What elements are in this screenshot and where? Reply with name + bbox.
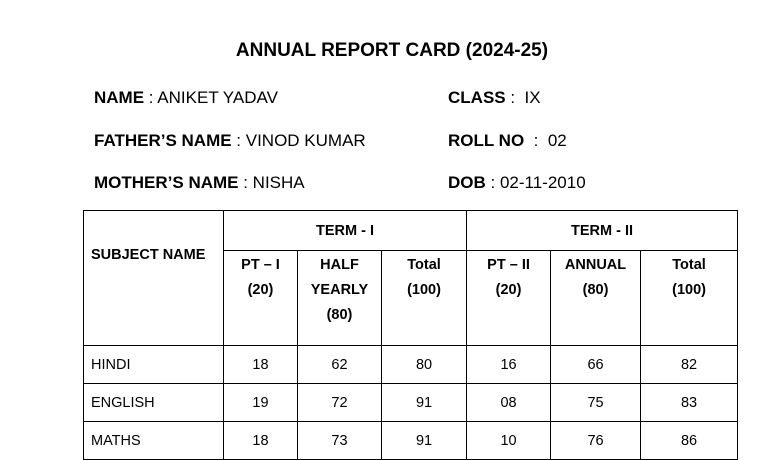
class-label: CLASS [448,88,506,107]
col-header-half-yearly [298,251,382,346]
father-label: FATHER’S NAME [94,131,232,150]
pt1-cell: 18 [224,346,298,384]
father-value: VINOD KUMAR [245,131,366,150]
col-header-line: Total [407,257,441,273]
col-header-line: PT – I [241,257,280,273]
roll-no-line: ROLL NO : 02 [448,131,567,150]
col-header-total-2 [641,251,738,346]
col-header-line: (100) [672,282,706,298]
pt1-cell: 18 [224,422,298,460]
mother-label: MOTHER’S NAME [94,173,239,192]
marks-table [83,210,738,460]
col-header-pt2 [467,251,551,346]
col-header-line: (100) [407,282,441,298]
half-yearly-cell: 72 [298,384,382,422]
pt2-cell: 16 [467,346,551,384]
col-header-line: (80) [582,282,609,298]
dob-line: DOB : 02-11-2010 [448,173,586,192]
total1-cell: 91 [382,384,467,422]
total2-cell: 83 [641,384,738,422]
mother-name-line: MOTHER’S NAME : NISHA [94,173,305,192]
col-header-line: PT – II [487,257,530,273]
subject-cell: MATHS [84,422,224,460]
pt2-cell: 08 [467,384,551,422]
total1-cell: 91 [382,422,467,460]
dob-value: 02-11-2010 [499,173,586,192]
class-value: IX [524,88,541,107]
total2-cell: 82 [641,346,738,384]
father-name-line: FATHER’S NAME : VINOD KUMAR [94,131,366,150]
subject-cell: HINDI [84,346,224,384]
col-header-total-1 [382,251,467,346]
pt2-cell: 10 [467,422,551,460]
table-row [84,346,738,384]
col-header-line: Total [672,257,706,273]
half-yearly-cell: 73 [298,422,382,460]
table-row [84,384,738,422]
name-value: ANIKET YADAV [157,88,278,107]
student-name-line: NAME : ANIKET YADAV [94,88,278,107]
mother-value: NISHA [252,173,305,192]
term-1-header: TERM - I [224,211,467,251]
total2-cell: 86 [641,422,738,460]
col-header-pt1 [224,251,298,346]
col-header-line: ANNUAL [564,257,627,273]
annual-cell: 76 [551,422,641,460]
total1-cell: 80 [382,346,467,384]
half-yearly-cell: 62 [298,346,382,384]
col-header-annual [551,251,641,346]
subject-name-header: SUBJECT NAME [84,211,224,346]
roll-value: 02 [547,131,567,150]
col-header-line: YEARLY [310,282,369,298]
term-2-header: TERM - II [467,211,738,251]
annual-cell: 66 [551,346,641,384]
col-header-line: (80) [326,307,353,323]
annual-cell: 75 [551,384,641,422]
pt1-cell: 19 [224,384,298,422]
roll-label: ROLL NO [448,131,525,150]
col-header-line: (20) [495,282,522,298]
report-title: ANNUAL REPORT CARD (2024-25) [235,40,549,61]
name-label: NAME [94,88,145,107]
col-header-line: (20) [247,282,274,298]
class-line: CLASS : IX [448,88,541,107]
dob-label: DOB [448,173,486,192]
subject-cell: ENGLISH [84,384,224,422]
col-header-line: HALF [320,257,359,273]
